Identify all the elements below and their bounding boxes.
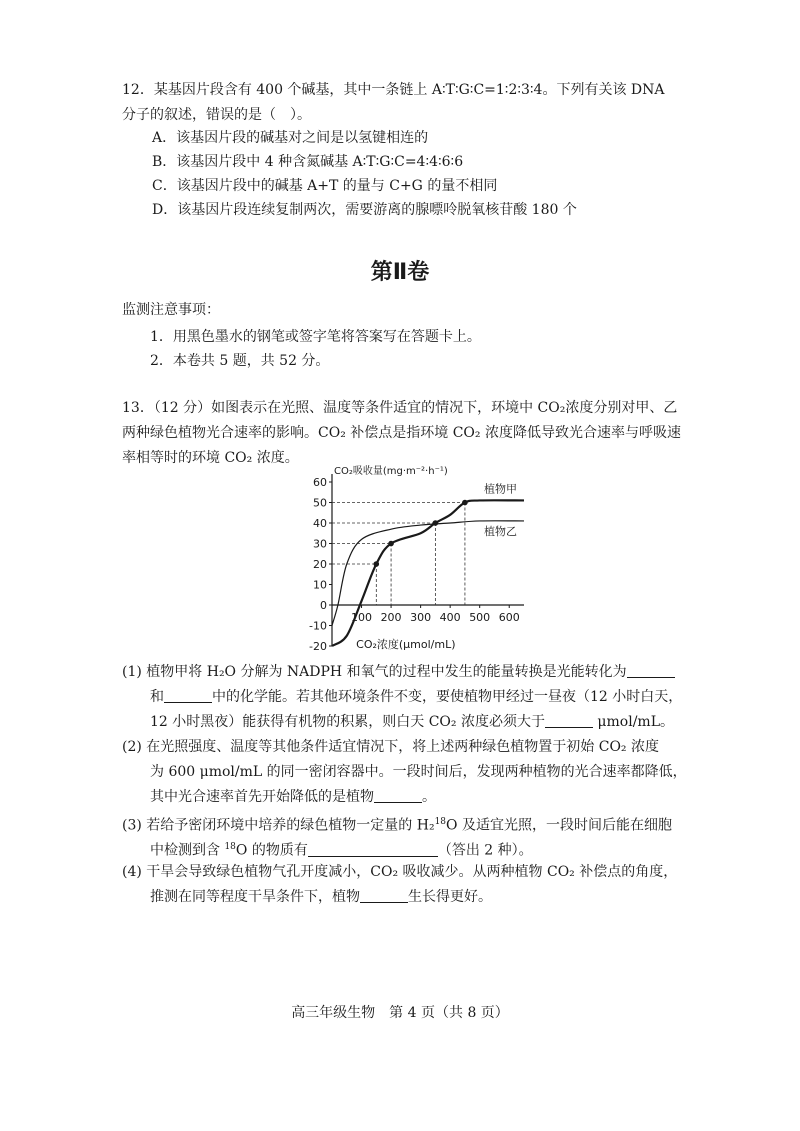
- q13-stem-line2: 两种绿色植物光合速率的影响。CO₂ 补偿点是指环境 CO₂ 浓度降低导致光合速率与呼吸速: [122, 425, 681, 441]
- x-tick-label: 500: [469, 611, 491, 624]
- q13-sub4-line2: 推测在同等程度干旱条件下，植物 生长得更好。: [150, 889, 492, 905]
- page-footer: 高三年级生物 第 4 页（共 8 页）: [291, 1005, 509, 1021]
- x-tick-label: 400: [439, 611, 461, 624]
- series-label-plant-b: 植物乙: [484, 524, 517, 538]
- q13-sub1-line3: 12 小时黑夜）能获得有机物的积累，则白天 CO₂ 浓度必须大于 μmol/mL。: [150, 714, 674, 730]
- q12-option-c: C．该基因片段中的碱基 A+T 的量与 C+G 的量不相同: [152, 178, 498, 194]
- q13-sub4-line1: (4) 干旱会导致绿色植物气孔开度减小，CO₂ 吸收减少。从两种植物 CO₂ 补偿点的角度，: [122, 864, 678, 880]
- answer-blank[interactable]: [545, 713, 593, 728]
- q13-sub2-line1: (2) 在光照强度、温度等其他条件适宜情况下，将上述两种绿色植物置于初始 CO₂ 浓度: [122, 739, 659, 755]
- q13-sub3-line2: 中检测到含 $^{18}$O 的物质有 （答出 2 种）。: [150, 842, 533, 859]
- y-tick-label: 20: [313, 558, 327, 571]
- q12-option-d: D．该基因片段连续复制两次，需要游离的腺嘌呤脱氧核苷酸 180 个: [152, 202, 577, 218]
- y-tick-label: -10: [309, 619, 327, 633]
- data-point: [388, 541, 394, 547]
- x-tick-label: 200: [380, 611, 402, 624]
- data-point: [433, 520, 439, 526]
- y-tick-label: 50: [313, 496, 327, 510]
- y-tick-label: 40: [313, 517, 327, 530]
- q13-sub1-line1: (1) 植物甲将 H₂O 分解为 NADPH 和氧气的过程中发生的能量转换是光能转化为: [122, 662, 675, 682]
- data-point: [462, 500, 468, 506]
- q12-option-a: A．该基因片段的碱基对之间是以氢键相连的: [152, 130, 429, 146]
- q13-stem-line3: 率相等时的环境 CO₂ 浓度。: [122, 450, 299, 466]
- answer-blank[interactable]: [360, 888, 408, 903]
- y-tick-label: -20: [309, 640, 327, 652]
- note-item: 2．本卷共 5 题，共 52 分。: [150, 353, 330, 369]
- answer-blank[interactable]: [627, 663, 675, 678]
- x-tick-label: 600: [498, 611, 520, 624]
- co2-chart: [296, 462, 526, 652]
- q13-sub3-line1: (3) 若给予密闭环境中培养的绿色植物一定量的 H₂$^{18}$O 及适宜光照，一段时间后能在细胞: [122, 817, 672, 834]
- chart-series: [332, 500, 524, 646]
- y-tick-label: 10: [313, 578, 327, 592]
- y-tick-label: 60: [313, 476, 327, 489]
- data-point: [374, 561, 380, 567]
- q13-sub1-line2: 和 中的化学能。若其他环境条件不变，要使植物甲经过一昼夜（12 小时白天，: [150, 689, 683, 705]
- q12-stem-line2: 分子的叙述，错误的是（ ）。: [122, 107, 311, 123]
- series-label-plant-a: 植物甲: [484, 482, 517, 496]
- notes-heading: 监测注意事项：: [122, 302, 220, 318]
- series-line-plant-a: [332, 500, 524, 646]
- y-tick-label: 30: [313, 537, 327, 551]
- note-item: 1．用黑色墨水的钢笔或签字笔将答案写在答题卡上。: [150, 329, 481, 345]
- q13-sub2-line3: 其中光合速率首先开始降低的是植物 。: [150, 789, 436, 805]
- section-title: 第Ⅱ卷: [370, 260, 430, 285]
- x-tick-label: 300: [410, 611, 432, 624]
- x-axis-title: CO₂浓度(μmol/mL): [356, 638, 456, 651]
- q12-option-b: B．该基因片段中 4 种含氮碱基 A∶T∶G∶C=4∶4∶6∶6: [152, 154, 464, 170]
- y-tick-label: 0: [320, 599, 327, 612]
- chart-labels: [309, 464, 520, 652]
- answer-blank[interactable]: [308, 842, 438, 857]
- q12-stem-line1: 12．某基因片段含有 400 个碱基，其中一条链上 A∶T∶G∶C=1∶2∶3∶4。下列有关该 DNA: [122, 82, 665, 98]
- answer-blank[interactable]: [164, 688, 212, 703]
- q13-sub2-line2: 为 600 μmol/mL 的同一密闭容器中。一段时间后，发现两种植物的光合速率都降低，: [150, 764, 687, 780]
- y-axis-title: CO₂吸收量(mg·m⁻²·h⁻¹): [334, 466, 448, 477]
- x-tick-label: 100: [351, 611, 373, 624]
- answer-blank[interactable]: [374, 788, 422, 803]
- q13-stem-line1: 13．（12 分）如图表示在光照、温度等条件适宜的情况下，环境中 CO₂浓度分别对甲、乙: [122, 400, 678, 416]
